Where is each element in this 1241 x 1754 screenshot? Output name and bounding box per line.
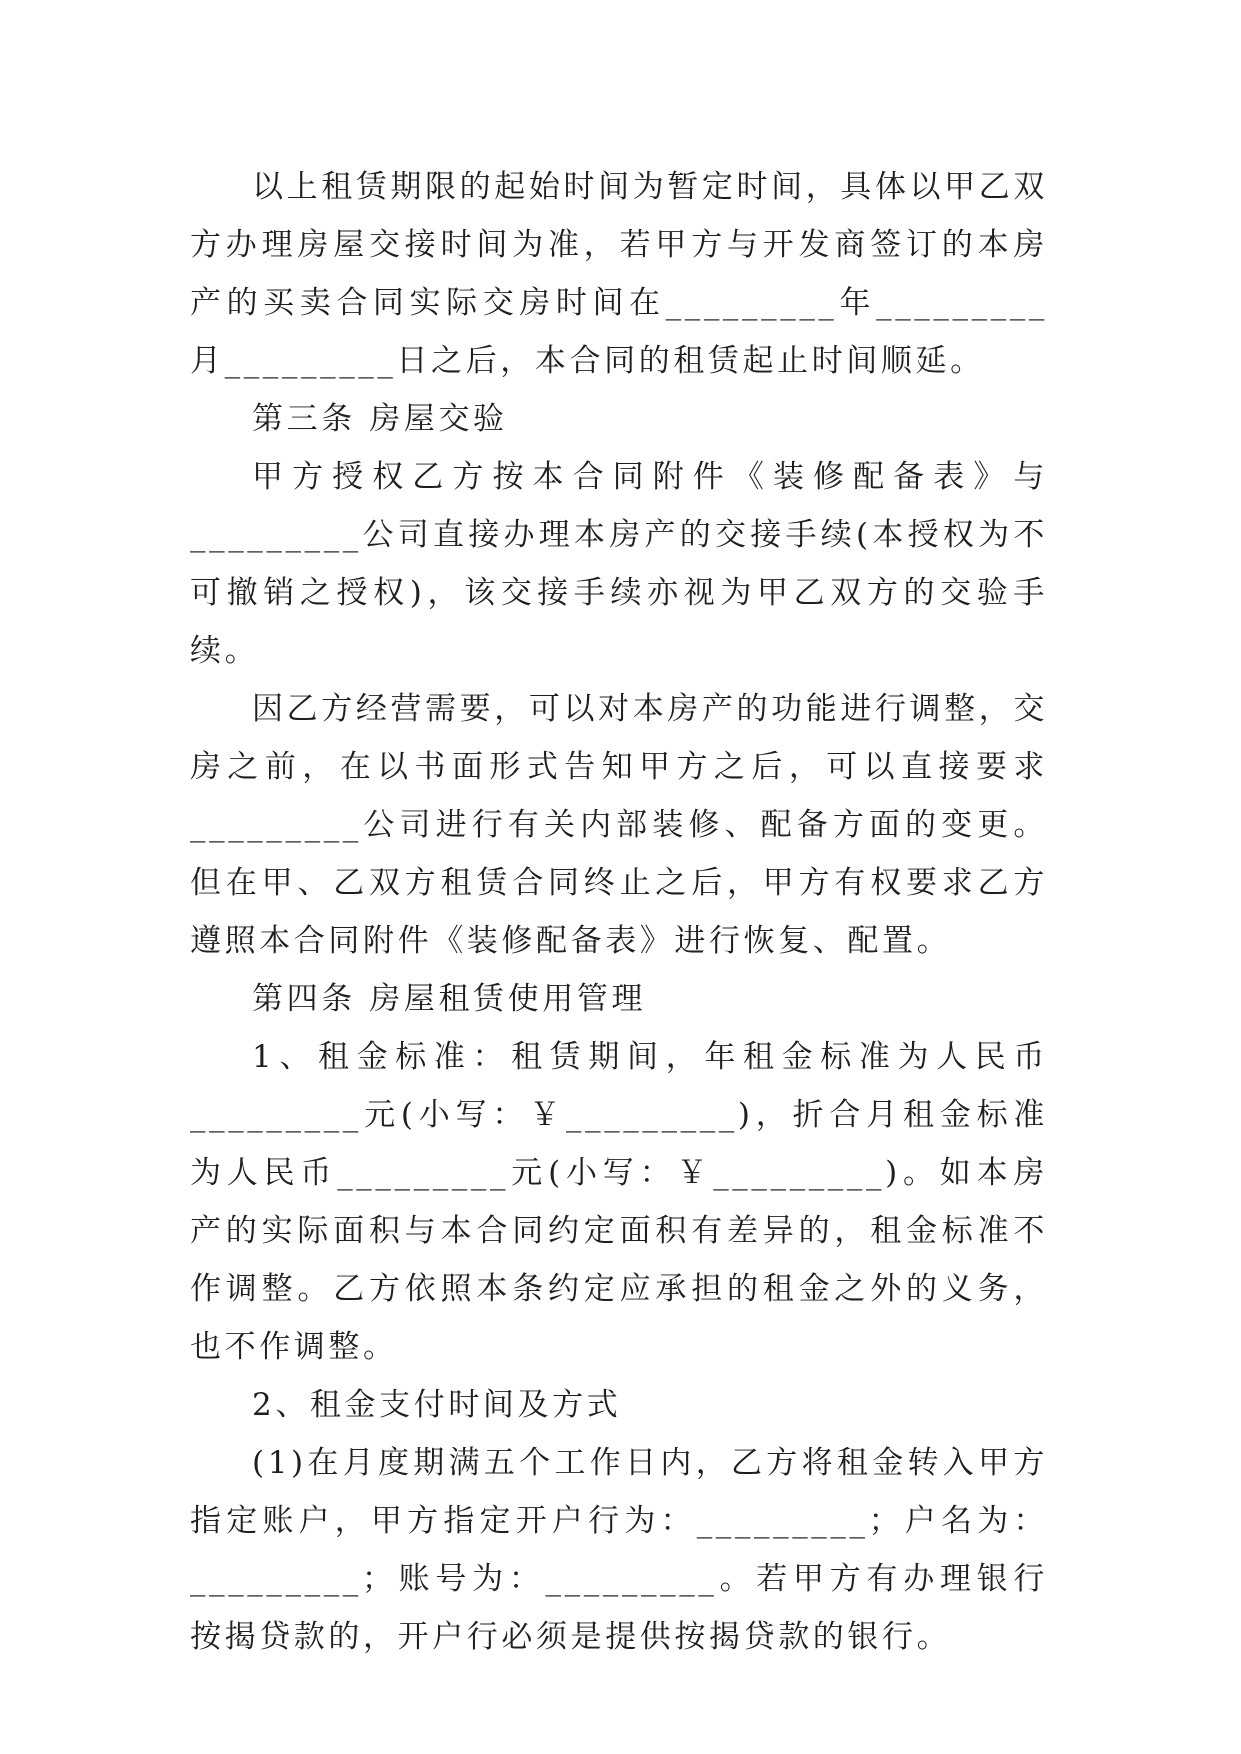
paragraph-lease-term-start: 以上租赁期限的起始时间为暂定时间，具体以甲乙双方办理房屋交接时间为准，若甲方与开发商签订的本房产的买卖合同实际交房时间在_________年_________月_________日之后，本合同的租赁起止时间顺延。: [190, 169, 1048, 379]
paragraph-function-adjustment: 因乙方经营需要，可以对本房产的功能进行调整，交房之前，在以书面形式告知甲方之后，可以直接要求_________公司进行有关内部装修、配备方面的变更。但在甲、乙双方租赁合同终止之后，甲方有权要求乙方遵照本合同附件《装修配备表》进行恢复、配置。: [190, 691, 1048, 959]
paragraph-payment-heading: 2、租金支付时间及方式: [252, 1387, 622, 1423]
paragraph-payment-details: (1)在月度期满五个工作日内，乙方将租金转入甲方指定账户，甲方指定开户行为：_________；户名为：_________；账号为：_________。若甲方有办理银行按揭贷款的，开户行必须是提供按揭贷款的银行。: [190, 1445, 1048, 1655]
heading-article-4: 第四条 房屋租赁使用管理: [252, 981, 647, 1017]
document-body: [190, 158, 1048, 1666]
heading-article-3: 第三条 房屋交验: [252, 401, 508, 437]
paragraph-authorization: 甲方授权乙方按本合同附件《装修配备表》与_________公司直接办理本房产的交接手续(本授权为不可撤销之授权)，该交接手续亦视为甲乙双方的交验手续。: [190, 459, 1048, 669]
paragraph-rent-standard: 1、租金标准：租赁期间，年租金标准为人民币_________元(小写：￥_________)，折合月租金标准为人民币_________元(小写：￥_________)。如本房产的实际面积与本合同约定面积有差异的，租金标准不作调整。乙方依照本条约定应承担的租金之外的义务，也不作调整。: [190, 1039, 1048, 1365]
